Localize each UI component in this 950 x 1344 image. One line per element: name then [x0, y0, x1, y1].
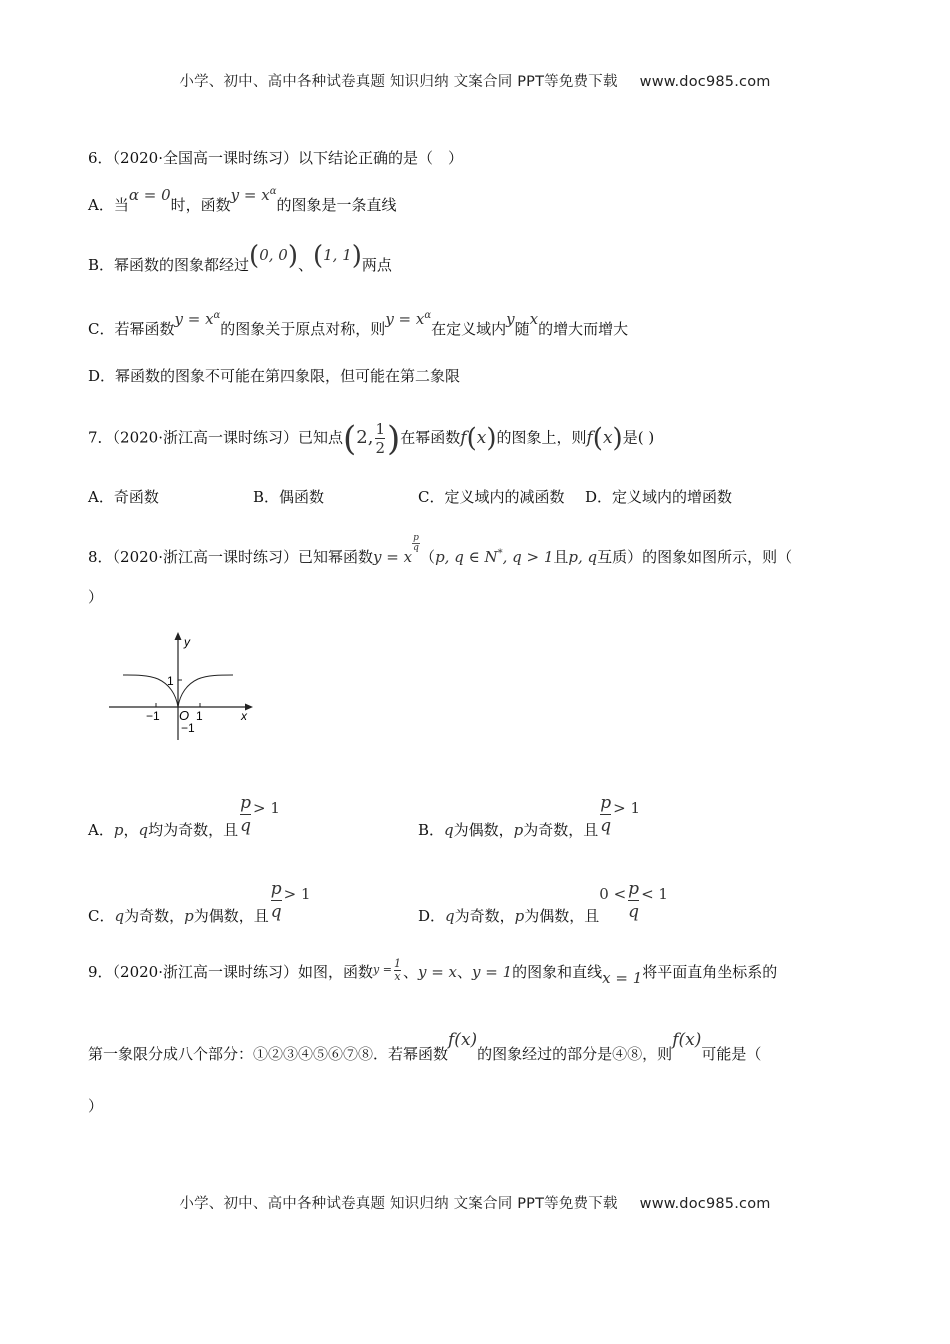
q9-stem-line2: 第一象限分成八个部分：①②③④⑤⑥⑦⑧．若幂函数f(x)的图象经过的部分是④⑧，则f(x)可能是（	[88, 1030, 762, 1063]
q8-option-c: C．q为奇数，p为偶数，且 $\frac{p}{q}$ > 1	[88, 879, 311, 925]
tick-label-y-neg1: −1	[181, 721, 195, 735]
footer-title: 小学、初中、高中各种试卷真题 知识归纳 文案合同 PPT等免费下载	[179, 1196, 618, 1212]
q6-option-a: A．当α = 0时，函数$y = x^\alpha$的图象是一条直线	[88, 186, 397, 214]
header-title: 小学、初中、高中各种试卷真题 知识归纳 文案合同 PPT等免费下载	[179, 74, 618, 90]
tick-label-x-neg1: −1	[146, 709, 160, 723]
q8-stem-close: ）	[88, 588, 104, 606]
q8-option-a: A．p，q均为奇数，且 $\frac{p}{q}$ > 1	[88, 793, 280, 839]
q6-option-d: D．幂函数的图象不可能在第四象限，但可能在第二象限	[88, 367, 461, 385]
q7-stem: 7．（2020·浙江高一课时练习）已知点(2, $\frac{1}{2}$ )在幂函数f(x)的图象上，则f(x)是( )	[88, 418, 655, 459]
q6-option-c: C．若幂函数$y = x^\alpha$的图象关于原点对称，则$y = x^\alpha$在定义域内y随x的增大而增大	[88, 310, 629, 338]
q7-option-b: B．偶函数	[253, 488, 325, 506]
q7-option-c: C．定义域内的减函数	[418, 488, 565, 506]
origin-label: O	[179, 708, 190, 723]
q7-option-a: A．奇函数	[88, 488, 159, 506]
q8-option-d: D．q为奇数，p为偶数，且0 < $\frac{p}{q}$ < 1	[418, 879, 668, 925]
tick-label-y-1: 1	[167, 674, 174, 688]
page-header	[0, 70, 950, 91]
q8-stem: 8．（2020·浙江高一课时练习）已知幂函数y = x $\frac{p}{q}$ （p, q ∈ N*, q > 1且p, q互质）的图象如图所示，则（	[88, 533, 793, 566]
q8-option-b: B．q为偶数，p为奇数，且 $\frac{p}{q}$ > 1	[418, 793, 641, 839]
q6-option-b: B．幂函数的图象都经过(0, 0)、(1, 1)两点	[88, 241, 392, 274]
q7-option-d: D．定义域内的增函数	[585, 488, 733, 506]
q9-stem-close: ）	[88, 1097, 104, 1115]
x-label: x	[241, 709, 247, 723]
curve-right	[178, 675, 233, 707]
y-label: y	[184, 635, 190, 649]
q9-stem: 9．（2020·浙江高一课时练习）如图，函数$^{y = \frac{1}{x}}$ 、y = x、y = 1的图象和直线x = 1将平面直角坐标系的	[88, 956, 778, 987]
footer-site[interactable]: www.doc985.com	[639, 1196, 771, 1212]
y-axis-arrow	[175, 632, 182, 640]
page-footer	[0, 1192, 950, 1213]
q8-graph	[105, 628, 265, 743]
q6-stem: 6．（2020·全国高一课时练习）以下结论正确的是（ ）	[88, 149, 463, 167]
header-site[interactable]: www.doc985.com	[639, 74, 771, 90]
tick-label-x-1: 1	[196, 709, 203, 723]
